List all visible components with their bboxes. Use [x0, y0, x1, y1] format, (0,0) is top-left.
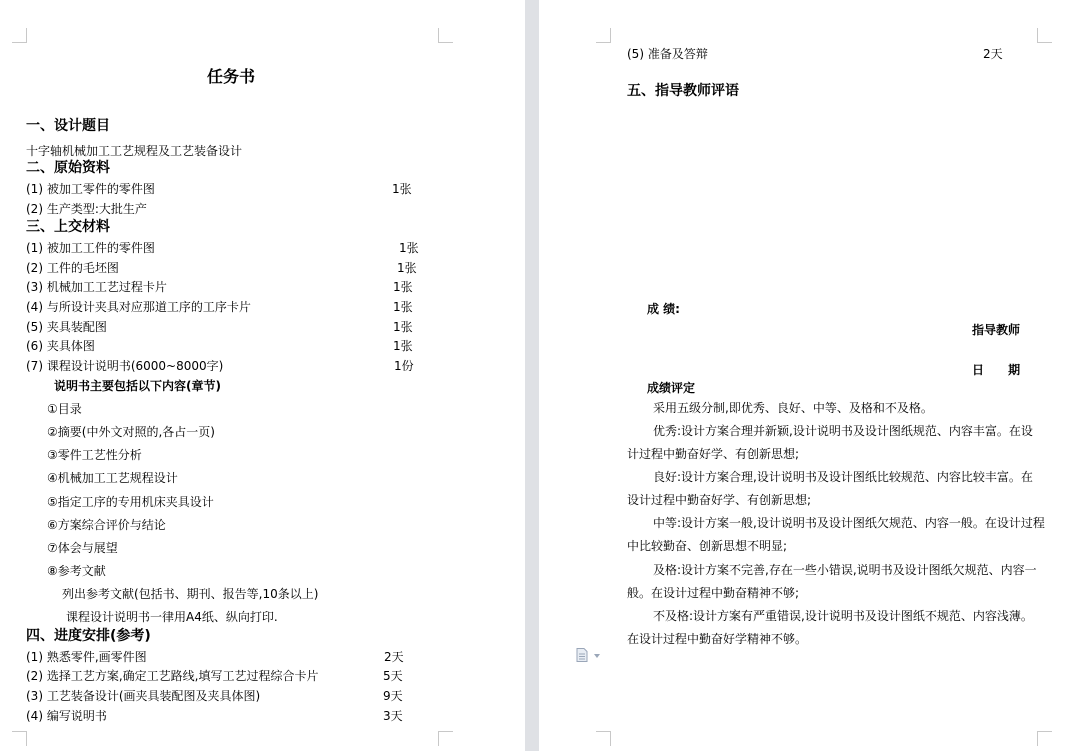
chapter-item: ⑥方案综合评价与结论 [47, 518, 166, 532]
schedule-days: 5天 [383, 669, 403, 683]
section-heading-schedule: 四、进度安排(参考) [26, 628, 151, 644]
grade-label: 成 绩: [647, 302, 680, 316]
crop-mark-bottom-left [12, 731, 27, 746]
chapter-item: ⑤指定工序的专用机床夹具设计 [47, 495, 214, 509]
list-item: (6) 夹具体图 [26, 339, 95, 353]
evaluation-item: 优秀:设计方案合理并新颖,设计说明书及设计图纸规范、内容丰富。在设计过程中勤奋好学、有创新思想; [627, 424, 1033, 461]
list-item: (1) 被加工零件的零件图 [26, 182, 155, 196]
evaluation-item: 良好:设计方案合理,设计说明书及设计图纸比较规范、内容比较丰富。在设计过程中勤奋好学、有创新思想; [627, 470, 1033, 507]
list-item-qty: 1张 [393, 339, 413, 353]
chapter-item: ②摘要(中外文对照的,各占一页) [47, 425, 215, 439]
crop-mark-top-left [596, 28, 611, 43]
section-heading-submissions: 三、上交材料 [26, 219, 110, 235]
list-item: (7) 课程设计说明书(6000~8000字) [26, 359, 224, 373]
section-heading-materials: 二、原始资料 [26, 160, 110, 176]
evaluation-heading: 成绩评定 [647, 381, 696, 395]
schedule-item: (2) 选择工艺方案,确定工艺路线,填写工艺过程综合卡片 [26, 669, 319, 683]
schedule-item: (1) 熟悉零件,画零件图 [26, 650, 147, 664]
list-item: (1) 被加工工件的零件图 [26, 241, 155, 255]
section-heading-topic: 一、设计题目 [26, 118, 110, 134]
list-item: (4) 与所设计夹具对应那道工序的工序卡片 [26, 300, 251, 314]
teacher-label: 指导教师 [972, 323, 1021, 337]
schedule-days: 9天 [383, 689, 403, 703]
chapter-item: ①目录 [47, 402, 82, 416]
chapter-item: ⑦体会与展望 [47, 541, 118, 555]
list-item-qty: 1张 [393, 300, 413, 314]
evaluation-item: 不及格:设计方案有严重错误,设计说明书及设计图纸不规范、内容浅薄。在设计过程中勤奋好学精神不够。 [627, 609, 1033, 646]
document-page-right [539, 0, 1065, 751]
document-icon[interactable] [576, 648, 588, 662]
chapter-item: ⑧参考文献 [47, 564, 106, 578]
crop-mark-top-right [1037, 28, 1052, 43]
crop-mark-top-right [438, 28, 453, 43]
evaluation-intro: 采用五级分制,即优秀、良好、中等、及格和不及格。 [653, 401, 933, 415]
section-heading-comments: 五、指导教师评语 [627, 83, 739, 99]
evaluation-item: 及格:设计方案不完善,存在一些小错误,说明书及设计图纸欠规范、内容一般。在设计过程中勤奋精神不够; [627, 563, 1037, 600]
list-item-qty: 1张 [392, 182, 412, 196]
print-note: 课程设计说明书一律用A4纸、纵向打印. [66, 610, 278, 624]
schedule-days: 2天 [384, 650, 404, 664]
document-page-left [0, 0, 525, 751]
list-item-qty: 1张 [399, 241, 419, 255]
list-item-qty: 1份 [394, 359, 414, 373]
chevron-down-icon[interactable] [594, 654, 600, 658]
list-item: (5) 夹具装配图 [26, 320, 107, 334]
schedule-days: 2天 [983, 47, 1003, 61]
contents-heading: 说明书主要包括以下内容(章节) [54, 379, 221, 393]
crop-mark-bottom-left [596, 731, 611, 746]
crop-mark-top-left [12, 28, 27, 43]
schedule-item: (5) 准备及答辩 [627, 47, 708, 61]
evaluation-item: 中等:设计方案一般,设计说明书及设计图纸欠规范、内容一般。在设计过程中比较勤奋、创新思想不明显; [627, 516, 1045, 553]
schedule-item: (3) 工艺装备设计(画夹具装配图及夹具体图) [26, 689, 261, 703]
list-item: (2) 工件的毛坯图 [26, 261, 119, 275]
list-item-qty: 1张 [393, 320, 413, 334]
list-item-qty: 1张 [393, 280, 413, 294]
schedule-item: (4) 编写说明书 [26, 709, 107, 723]
list-item: (2) 生产类型:大批生产 [26, 202, 147, 216]
date-label: 日 期 [972, 363, 1021, 377]
reference-note: 列出参考文献(包括书、期刊、报告等,10条以上) [62, 587, 319, 601]
list-item: (3) 机械加工工艺过程卡片 [26, 280, 167, 294]
topic-text: 十字轴机械加工工艺规程及工艺装备设计 [26, 144, 243, 158]
chapter-item: ④机械加工工艺规程设计 [47, 471, 178, 485]
chapter-item: ③零件工艺性分析 [47, 448, 142, 462]
document-title: 任务书 [207, 67, 256, 86]
crop-mark-bottom-right [1037, 731, 1052, 746]
schedule-days: 3天 [383, 709, 403, 723]
list-item-qty: 1张 [397, 261, 417, 275]
crop-mark-bottom-right [438, 731, 453, 746]
